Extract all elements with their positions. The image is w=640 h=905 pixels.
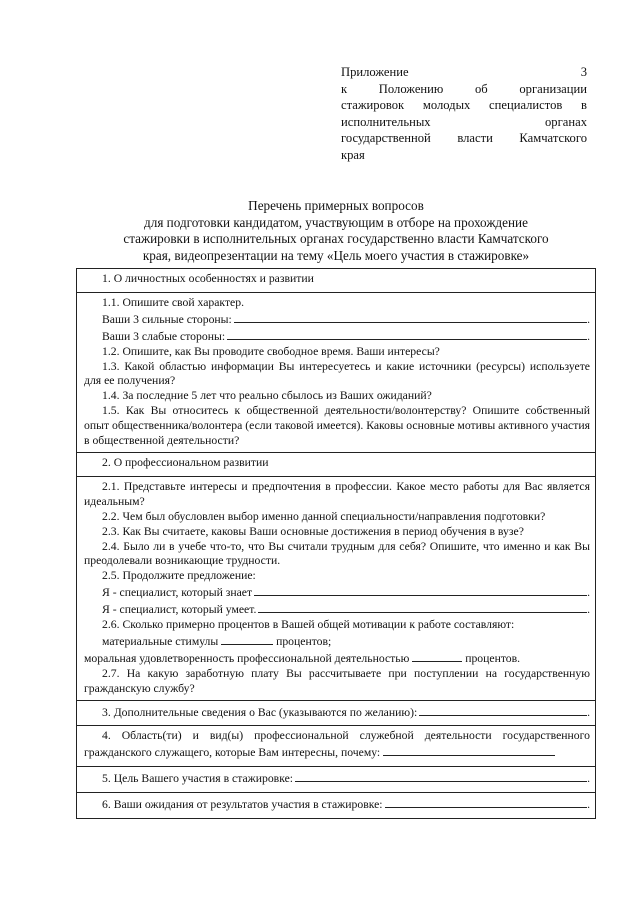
moral-label: моральная удовлетворенность профессиональной деятельностью	[84, 651, 410, 665]
section6-text: 6. Ваши ожидания от результатов участия в стажировке:	[102, 798, 383, 812]
title-line: стажировки в исполнительных органах государственно власти Камчатского	[123, 231, 549, 247]
moral-blank[interactable]	[412, 650, 462, 662]
section4-blank[interactable]	[383, 744, 555, 756]
strengths-line: Ваши 3 сильные стороны: .	[102, 312, 590, 326]
section4-text: 4. Область(ти) и вид(ы) профессиональной служебной деятельности государственного гражданского служащего, которые Вам интересны, почему:	[84, 729, 590, 760]
section3-line: 3. Дополнительные сведения о Вас (указываются по желанию): .	[102, 705, 590, 719]
title-line: Перечень примерных вопросов	[248, 198, 424, 213]
material-blank[interactable]	[221, 633, 273, 645]
question-1-1: 1.1. Опишите свой характер.	[102, 295, 245, 309]
can-label: Я - специалист, который умеет.	[102, 603, 257, 617]
title-line: края, видеопрезентации на тему «Цель моего участия в стажировке»	[142, 247, 530, 263]
question-1-2: 1.2. Опишите, как Вы проводите свободное время. Ваши интересы?	[102, 344, 440, 358]
can-blank[interactable]	[258, 601, 587, 613]
appendix-line: края	[341, 147, 365, 162]
section5-text: 5. Цель Вашего участия в стажировке:	[102, 772, 294, 786]
section6-row	[77, 793, 596, 819]
material-suffix: процентов;	[276, 634, 332, 648]
section6-line: 6. Ваши ожидания от результатов участия в стажировке: .	[102, 798, 590, 812]
section4-line	[84, 729, 590, 761]
material-line	[84, 633, 590, 650]
section5-blank[interactable]	[295, 770, 587, 782]
knows-line: Я - специалист, который знает .	[102, 586, 590, 600]
document-title	[76, 198, 596, 264]
section6-blank[interactable]	[385, 796, 588, 808]
strengths-blank[interactable]	[234, 311, 587, 323]
section3-row	[77, 700, 596, 726]
question-1-3: 1.3. Какой областью информации Вы интересуетесь и какие источники (ресурсы) используете для ее получения?	[84, 359, 590, 388]
questions-table	[76, 268, 596, 819]
section1-body-row	[77, 292, 596, 452]
weaknesses-blank[interactable]	[227, 328, 587, 340]
question-2-6: 2.6. Сколько примерно процентов в Вашей общей мотивации к работе составляют:	[102, 618, 515, 632]
section5-line: 5. Цель Вашего участия в стажировке: .	[102, 772, 590, 786]
material-label: материальные стимулы	[102, 634, 219, 648]
appendix-line: к Положению об организации	[341, 81, 587, 96]
question-2-5: 2.5. Продолжите предложение:	[102, 569, 256, 583]
section3-blank[interactable]	[419, 704, 587, 716]
question-2-4: 2.4. Было ли в учебе что-то, что Вы считали трудным для себя? Опишите, что именно и как Вы преодолевали возникающие трудности.	[84, 539, 590, 568]
section5-row	[77, 767, 596, 793]
knows-blank[interactable]	[254, 584, 587, 596]
question-1-4: 1.4. За последние 5 лет что реально сбылось из Ваших ожиданий?	[102, 389, 432, 403]
appendix-line: стажировок молодых специалистов в	[341, 98, 587, 113]
weaknesses-label: Ваши 3 слабые стороны:	[102, 329, 226, 343]
can-line: Я - специалист, который умеет. .	[102, 603, 590, 617]
question-2-1: 2.1. Представьте интересы и предпочтения в профессии. Какое место работы для Вас является идеальным?	[84, 479, 590, 508]
section2-header-row	[77, 452, 596, 476]
question-2-7: 2.7. На какую заработную плату Вы рассчитываете при поступлении на государственную гражданскую службу?	[84, 666, 590, 695]
section2-body-row	[77, 476, 596, 700]
strengths-label: Ваши 3 сильные стороны:	[102, 312, 232, 326]
knows-label: Я - специалист, который знает	[102, 586, 253, 600]
section2-header: 2. О профессиональном развитии	[102, 455, 269, 469]
moral-suffix: процентов.	[465, 651, 521, 665]
section1-header-row	[77, 269, 596, 293]
appendix-line: Приложение 3	[341, 65, 587, 79]
title-line: для подготовки кандидатом, участвующим в отборе на прохождение	[144, 214, 528, 230]
section3-text: 3. Дополнительные сведения о Вас (указываются по желанию):	[102, 705, 418, 719]
appendix-line: исполнительных органах	[341, 114, 587, 129]
appendix-line: государственной власти Камчатского	[341, 131, 587, 146]
section4-row	[77, 726, 596, 767]
appendix-block	[341, 64, 587, 164]
moral-line	[84, 650, 590, 667]
question-2-3: 2.3. Как Вы считаете, каковы Ваши основные достижения в период обучения в вузе?	[102, 524, 524, 538]
section1-header: 1. О личностных особенностях и развитии	[102, 272, 314, 285]
question-2-2: 2.2. Чем был обусловлен выбор именно данной специальности/направления подготовки?	[102, 509, 546, 523]
weaknesses-line: Ваши 3 слабые стороны: .	[102, 329, 590, 343]
question-1-5: 1.5. Как Вы относитесь к общественной деятельности/волонтерству? Опишите собственный опыт общественника/волонтера (если таковой имеется). Каковы основные мотивы активного участия в общественной деятельности?	[84, 404, 590, 448]
